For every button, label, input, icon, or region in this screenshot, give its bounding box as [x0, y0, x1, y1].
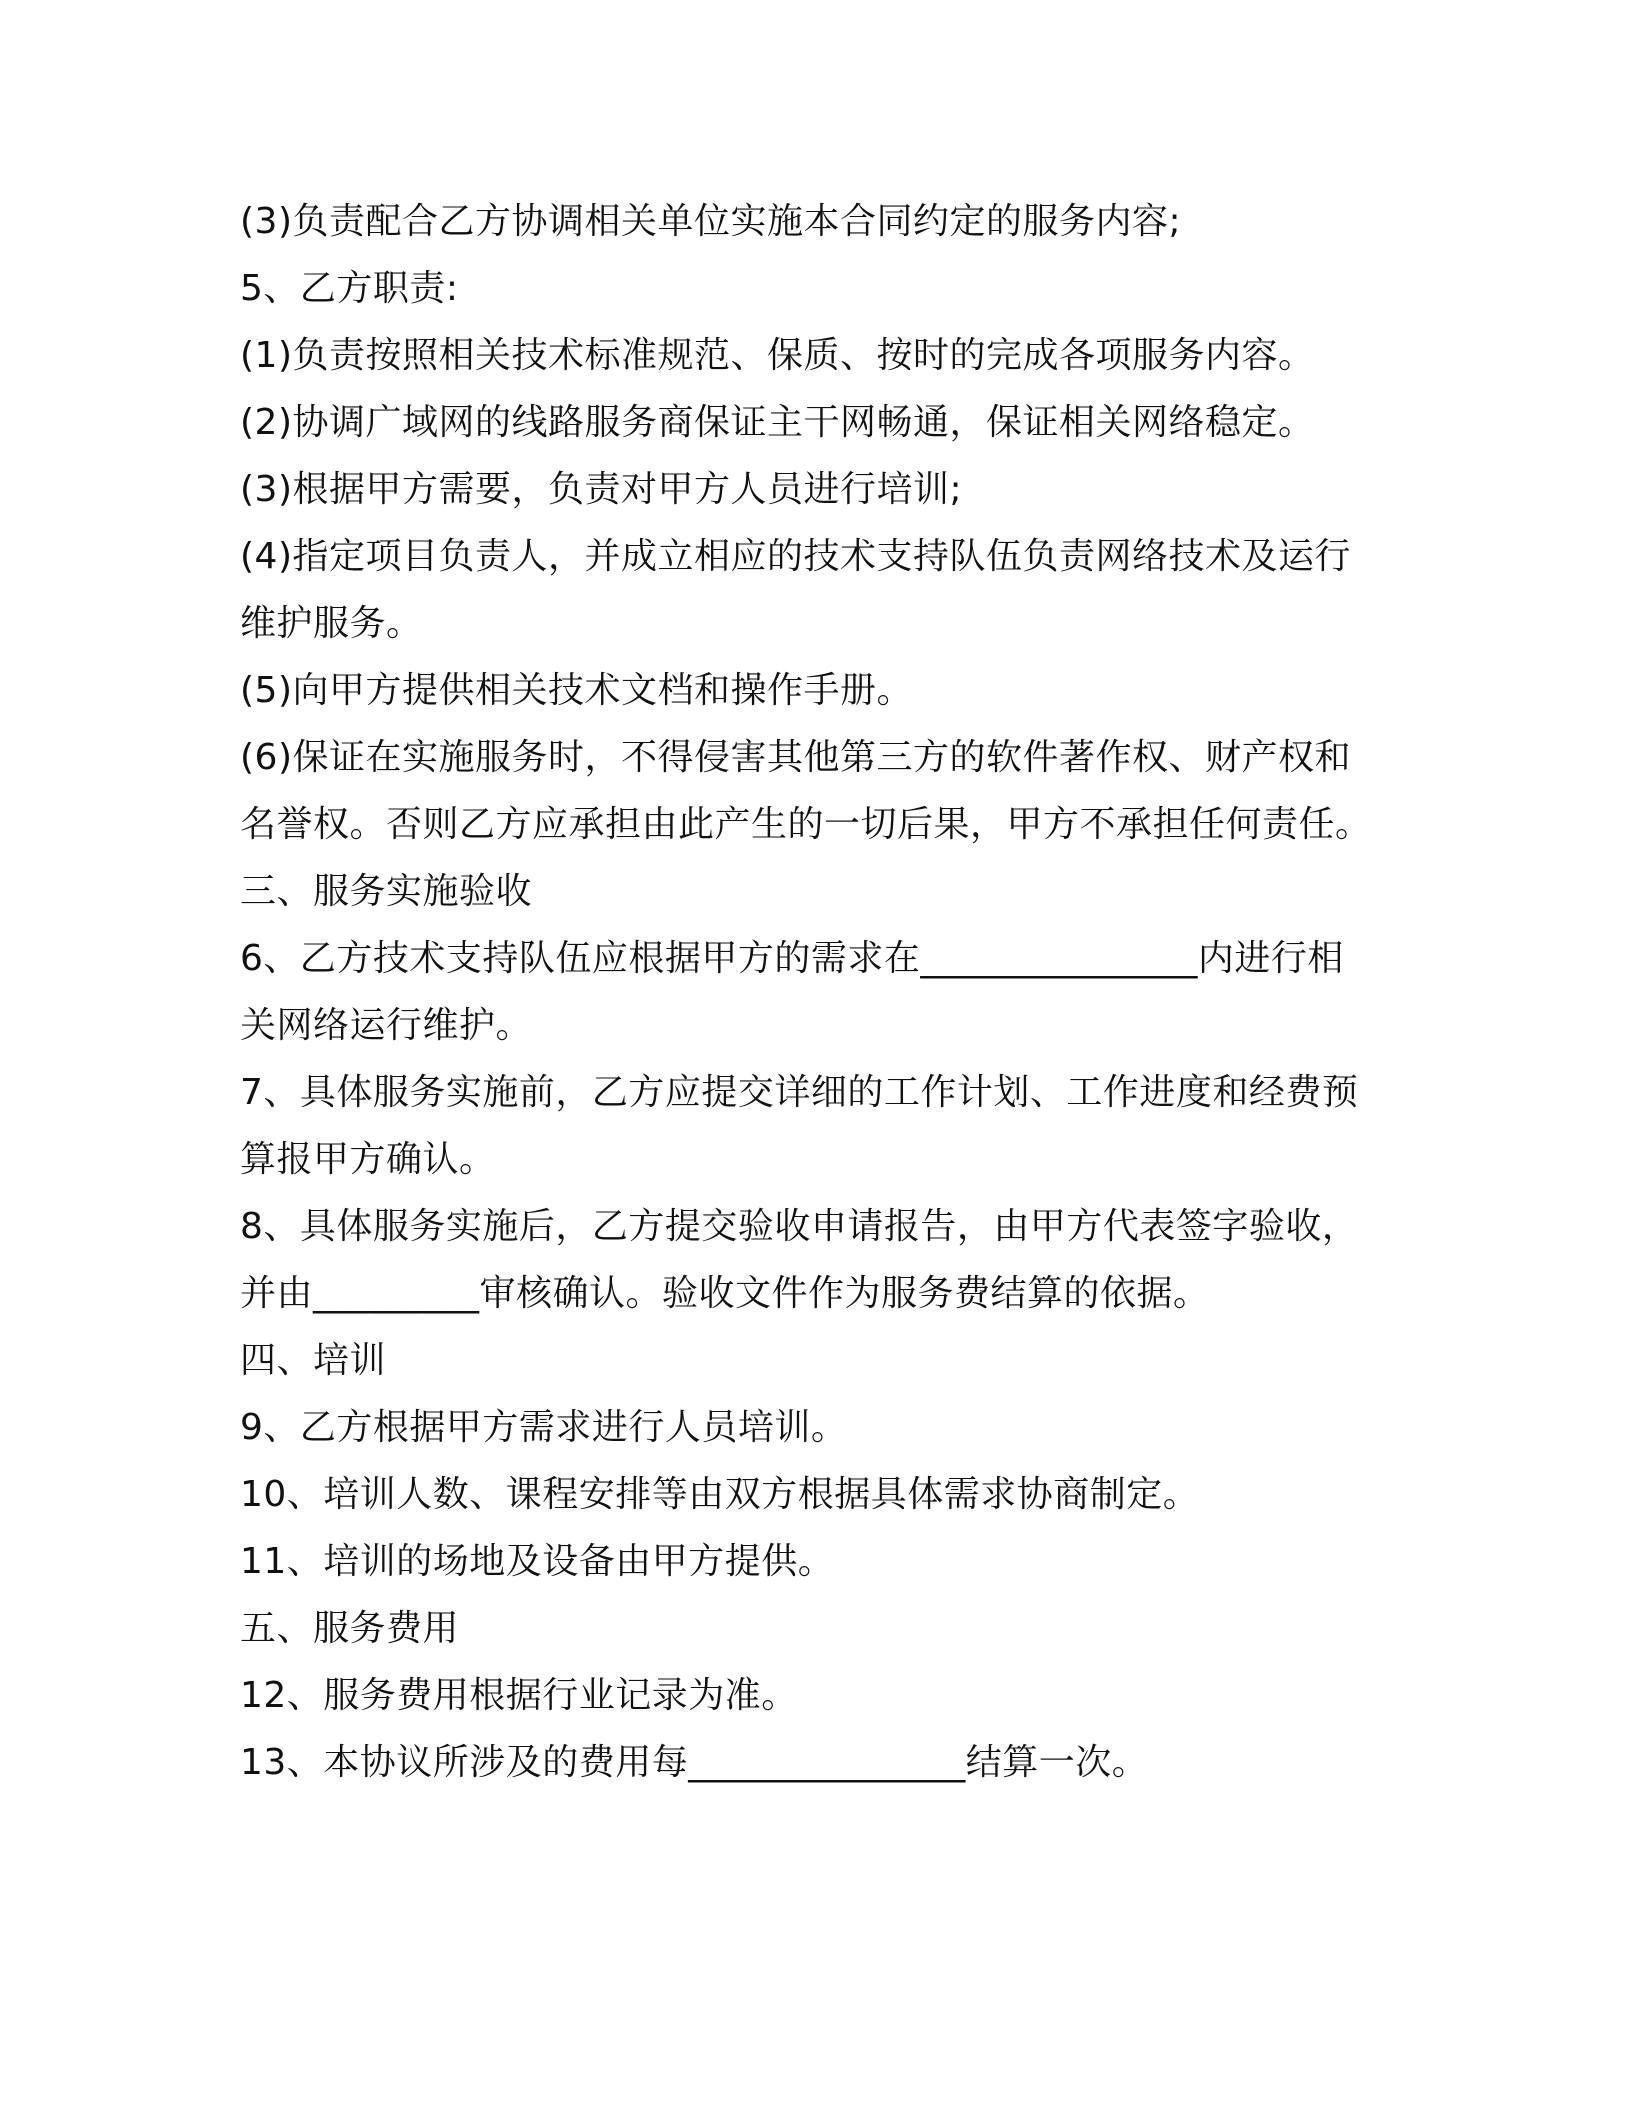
text-line: 9、乙方根据甲方需求进行人员培训。	[240, 1407, 848, 1448]
text-line: 并由_________审核确认。验收文件作为服务费结算的依据。	[240, 1273, 1210, 1314]
section-heading: 三、服务实施验收	[240, 871, 533, 912]
text-line: (1)负责按照相关技术标准规范、保质、按时的完成各项服务内容。	[240, 335, 1315, 376]
text-line: 13、本协议所涉及的费用每_______________结算一次。	[240, 1742, 1149, 1783]
section-heading: 四、培训	[240, 1340, 387, 1381]
text-line: (2)协调广域网的线路服务商保证主干网畅通，保证相关网络稳定。	[240, 402, 1315, 443]
text-line: (6)保证在实施服务时，不得侵害其他第三方的软件著作权、财产权和	[240, 737, 1351, 778]
section-heading: 五、服务费用	[240, 1608, 460, 1649]
text-line: 8、具体服务实施后，乙方提交验收申请报告，由甲方代表签字验收，	[240, 1206, 1359, 1247]
text-line: (4)指定项目负责人，并成立相应的技术支持队伍负责网络技术及运行	[240, 536, 1351, 577]
text-line: 关网络运行维护。	[240, 1005, 533, 1046]
text-line: (5)向甲方提供相关技术文档和操作手册。	[240, 670, 913, 711]
text-line: 维护服务。	[240, 603, 423, 644]
text-line: (3)负责配合乙方协调相关单位实施本合同约定的服务内容;	[240, 201, 1182, 242]
text-line: 10、培训人数、课程安排等由双方根据具体需求协商制定。	[240, 1474, 1200, 1515]
text-line: 算报甲方确认。	[240, 1139, 496, 1180]
text-line: 7、具体服务实施前，乙方应提交详细的工作计划、工作进度和经费预	[240, 1072, 1359, 1113]
text-line: 6、乙方技术支持队伍应根据甲方的需求在_______________内进行相	[240, 938, 1344, 979]
text-line: (3)根据甲方需要，负责对甲方人员进行培训;	[240, 469, 963, 510]
text-line: 12、服务费用根据行业记录为准。	[240, 1675, 798, 1716]
document-body	[240, 188, 1400, 1796]
text-line: 11、培训的场地及设备由甲方提供。	[240, 1541, 835, 1582]
text-line: 名誉权。否则乙方应承担由此产生的一切后果，甲方不承担任何责任。	[240, 804, 1372, 845]
section-heading: 5、乙方职责:	[240, 268, 459, 309]
